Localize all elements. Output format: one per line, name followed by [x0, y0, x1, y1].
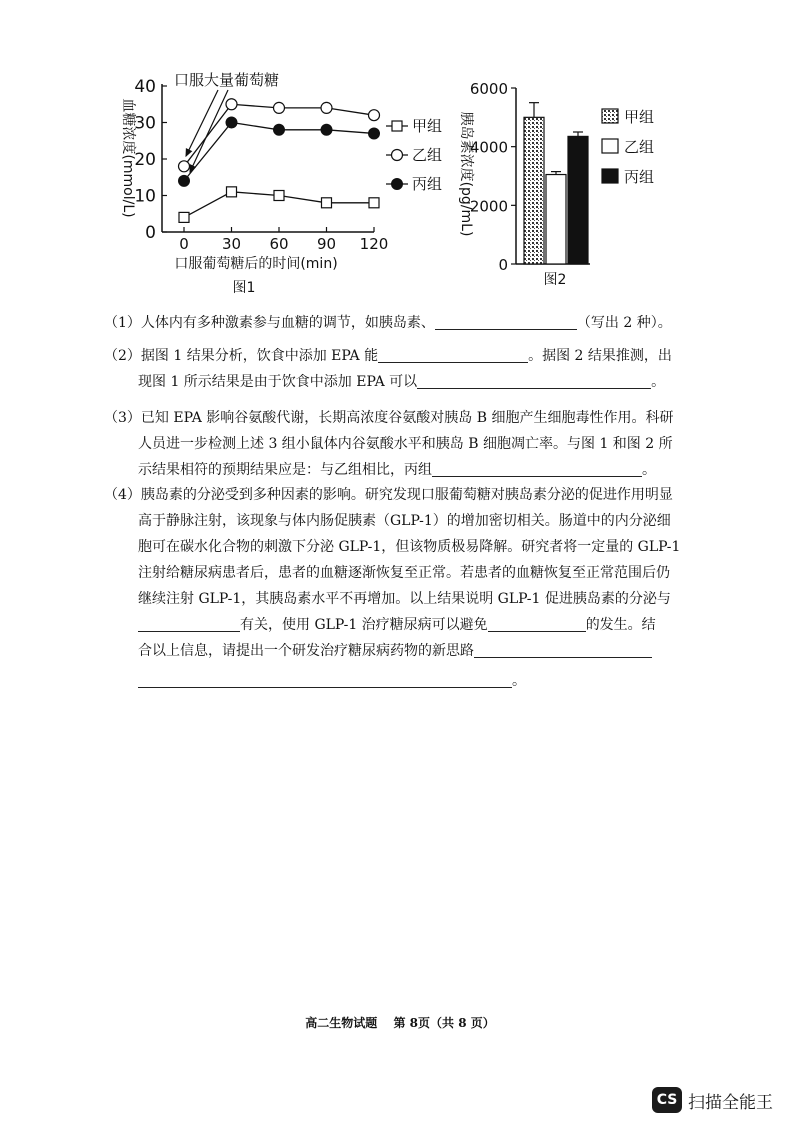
figure-2-ylabel: 胰岛素浓度(pg/mL): [458, 111, 474, 237]
figure-1-ytick-label: 0: [145, 223, 156, 243]
q4-answer-blank-3[interactable]: [474, 641, 652, 658]
q4-line2: 高于静脉注射，该现象与体内肠促胰素（GLP-1）的增加密切相关。肠道中的内分泌细: [138, 513, 671, 529]
q4-line6-a: 有关，使用 GLP-1 治疗糖尿病可以避免: [240, 617, 488, 633]
q1-tail: （写出 2 种）。: [576, 315, 672, 331]
legend-marker-甲组: [392, 121, 402, 131]
q4-line7: 合以上信息，请提出一个研发治疗糖尿病药物的新思路: [138, 643, 474, 659]
q2-answer-blank-1[interactable]: [378, 346, 528, 363]
figure-2-ytick-label: 2000: [469, 197, 508, 216]
bar-甲组: [524, 117, 544, 264]
footer-page-number: 第 8页（共 8 页）: [393, 1016, 495, 1030]
q3-line3-b: 。: [642, 462, 656, 478]
q4-line3: 胞可在碳水化合物的刺激下分泌 GLP-1，但该物质极易降解。研究者将一定量的 GLP-1: [138, 539, 681, 555]
annotation-arrow-2: [190, 90, 228, 172]
figure-1-annotation: 口服大量葡萄糖: [174, 71, 280, 89]
data-point-丙组: [226, 117, 237, 128]
data-point-丙组: [369, 128, 380, 139]
figure-1-xtick-label: 60: [269, 235, 289, 253]
legend-label-乙组: 乙组: [624, 138, 655, 156]
q2-line1-a: （2）据图 1 结果分析，饮食中添加 EPA 能: [104, 348, 379, 364]
legend-swatch-丙组: [602, 169, 618, 183]
figure-1-ytick-label: 30: [134, 113, 156, 134]
legend-label-乙组: 乙组: [412, 146, 443, 164]
data-point-丙组: [321, 124, 332, 135]
q4-answer-blank-4[interactable]: [138, 671, 512, 688]
q3-answer-blank[interactable]: [432, 460, 642, 477]
data-point-甲组: [227, 187, 237, 197]
legend-label-甲组: 甲组: [412, 117, 443, 135]
footer-subject: 高二生物试题: [305, 1016, 378, 1030]
q2-line1-b: 。据图 2 结果推测，出: [528, 348, 672, 364]
data-point-乙组: [179, 161, 190, 172]
q2-line2-b: 。: [651, 374, 666, 390]
q4-answer-blank-1[interactable]: [138, 615, 240, 632]
data-point-乙组: [321, 102, 332, 113]
data-point-丙组: [179, 175, 190, 186]
q4-line1: （4）胰岛素的分泌受到多种因素的影响。研究发现口服葡萄糖对胰岛素分泌的促进作用明显: [104, 487, 673, 503]
q1-answer-blank[interactable]: [435, 313, 577, 330]
q4-line8-end: 。: [512, 673, 526, 689]
figure-2-title: 图2: [543, 272, 567, 288]
legend-marker-乙组: [392, 150, 403, 161]
data-point-甲组: [274, 191, 284, 201]
figure-2-bar-chart: [448, 78, 678, 294]
watermark-text: 扫描全能王: [688, 1092, 773, 1113]
data-point-甲组: [369, 198, 379, 208]
data-point-甲组: [179, 212, 189, 222]
q3-line1: （3）已知 EPA 影响谷氨酸代谢，长期高浓度谷氨酸对胰岛 B 细胞产生细胞毒性作用。科研: [104, 410, 674, 426]
figure-1-xtick-label: 0: [179, 235, 189, 253]
figure-1-xtick-label: 120: [359, 235, 389, 253]
legend-label-丙组: 丙组: [412, 175, 443, 193]
data-point-甲组: [322, 198, 332, 208]
legend-swatch-乙组: [602, 139, 618, 153]
figure-1-xlabel: 口服葡萄糖后的时间(min): [174, 256, 338, 272]
question-2: [104, 343, 674, 395]
q1-text: （1）人体内有多种激素参与血糖的调节，如胰岛素、: [104, 315, 435, 331]
bar-乙组: [546, 175, 566, 264]
figure-2-ytick-label: 0: [498, 256, 508, 274]
q4-line5: 继续注射 GLP-1，其胰岛素水平不再增加。以上结果说明 GLP-1 促进胰岛素的分泌与: [138, 591, 671, 607]
q4-line4: 注射给糖尿病患者后，患者的血糖逐渐恢复至正常。若患者的血糖恢复至正常范围后仍: [138, 565, 670, 581]
camscanner-logo-icon: CS: [652, 1087, 682, 1113]
q4-line6-b: 的发生。结: [585, 617, 656, 633]
q3-line2: 人员进一步检测上述 3 组小鼠体内谷氨酸水平和胰岛 B 细胞凋亡率。与图 1 和图 2 所: [138, 436, 673, 452]
figure-1-xtick-label: 90: [316, 235, 337, 253]
figure-1-ylabel: 血糖浓度(mmol/L): [120, 98, 136, 218]
bar-丙组: [568, 136, 588, 264]
question-3: [104, 405, 674, 483]
q2-answer-blank-2[interactable]: [417, 372, 651, 389]
q3-line3-a: 示结果相符的预期结果应是：与乙组相比，丙组: [138, 462, 432, 478]
figure-1-xtick-label: 30: [221, 235, 242, 253]
legend-label-甲组: 甲组: [624, 108, 655, 126]
data-point-乙组: [274, 102, 285, 113]
legend-marker-丙组: [392, 179, 403, 190]
figure-1-ytick-label: 10: [134, 186, 156, 207]
q2-line2-a: 现图 1 所示结果是由于饮食中添加 EPA 可以: [138, 374, 418, 390]
data-point-乙组: [369, 110, 380, 121]
legend-label-丙组: 丙组: [624, 168, 655, 186]
data-point-丙组: [274, 124, 285, 135]
figure-1-ytick-label: 20: [134, 150, 156, 170]
legend-swatch-甲组: [602, 109, 618, 123]
question-4: [104, 482, 681, 694]
scanner-watermark: [652, 1087, 773, 1113]
question-1: [104, 310, 674, 336]
figure-2-ytick-label: 6000: [469, 80, 508, 98]
page-footer: [0, 1014, 800, 1031]
figure-1-ytick-label: 40: [134, 77, 156, 97]
figure-2-ytick-label: 4000: [469, 138, 508, 157]
figure-1-line-chart: [110, 60, 450, 300]
q4-answer-blank-2[interactable]: [488, 615, 586, 632]
figure-1-title: 图1: [232, 280, 256, 296]
data-point-乙组: [226, 99, 237, 110]
